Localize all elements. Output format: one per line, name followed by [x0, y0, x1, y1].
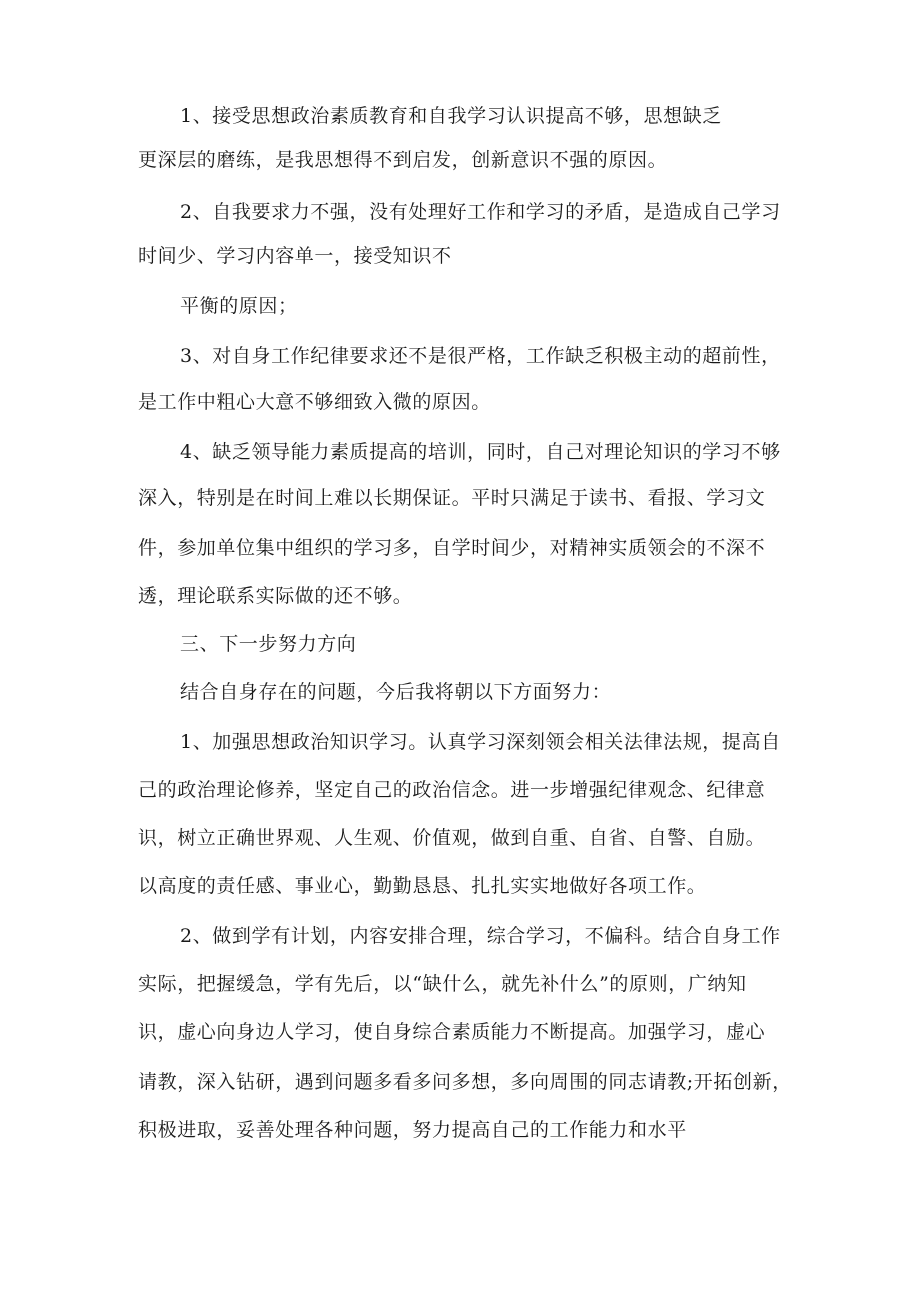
text-line: 时间少、学习内容单一，接受知识不: [138, 245, 452, 267]
section-heading: 三、下一步努力方向: [180, 633, 357, 655]
text-line: 积极进取，妥善处理各种问题，努力提高自己的工作能力和水平: [138, 1119, 687, 1141]
text-line: 1、加强思想政治知识学习。认真学习深刻领会相关法律法规，提高自: [180, 731, 781, 753]
text-line: 透，理论联系实际做的还不够。: [138, 585, 413, 607]
text-line: 深入，特别是在时间上难以长期保证。平时只满足于读书、看报、学习文: [138, 487, 766, 509]
text-line: 请教，深入钻研，遇到问题多看多问多想，多向周围的同志请教;开拓创新，: [138, 1071, 792, 1093]
text-line: 4、缺乏领导能力素质提高的培训，同时，自己对理论知识的学习不够: [180, 441, 781, 463]
text-line: 识，树立正确世界观、人生观、价值观，做到自重、自省、自警、自励。: [138, 827, 766, 849]
text-line: 结合自身存在的问题，今后我将朝以下方面努力：: [180, 681, 612, 703]
text-line: 1、接受思想政治素质教育和自我学习认识提高不够，思想缺乏: [180, 105, 722, 127]
text-line: 2、做到学有计划，内容安排合理，综合学习，不偏科。结合自身工作: [180, 925, 781, 947]
text-line: 件，参加单位集中组织的学习多，自学时间少，对精神实质领会的不深不: [138, 537, 766, 559]
text-line: 识，虚心向身边人学习，使自身综合素质能力不断提高。加强学习，虚心: [138, 1021, 766, 1043]
text-line: 己的政治理论修养，坚定自己的政治信念。进一步增强纪律观念、纪律意: [138, 779, 766, 801]
text-line: 更深层的磨练，是我思想得不到启发，创新意识不强的原因。: [138, 149, 668, 171]
text-line: 是工作中粗心大意不够细致入微的原因。: [138, 391, 491, 413]
text-line: 2、自我要求力不强，没有处理好工作和学习的矛盾，是造成自己学习: [180, 201, 781, 223]
text-line: 平衡的原因；: [180, 295, 298, 317]
text-line: 3、对自身工作纪律要求还不是很严格，工作缺乏积极主动的超前性，: [180, 345, 781, 367]
text-line: 以高度的责任感、事业心，勤勤恳恳、扎扎实实地做好各项工作。: [138, 875, 707, 897]
text-line: 实际，把握缓急，学有先后，以“缺什么，就先补什么”的原则，广纳知: [138, 973, 747, 995]
